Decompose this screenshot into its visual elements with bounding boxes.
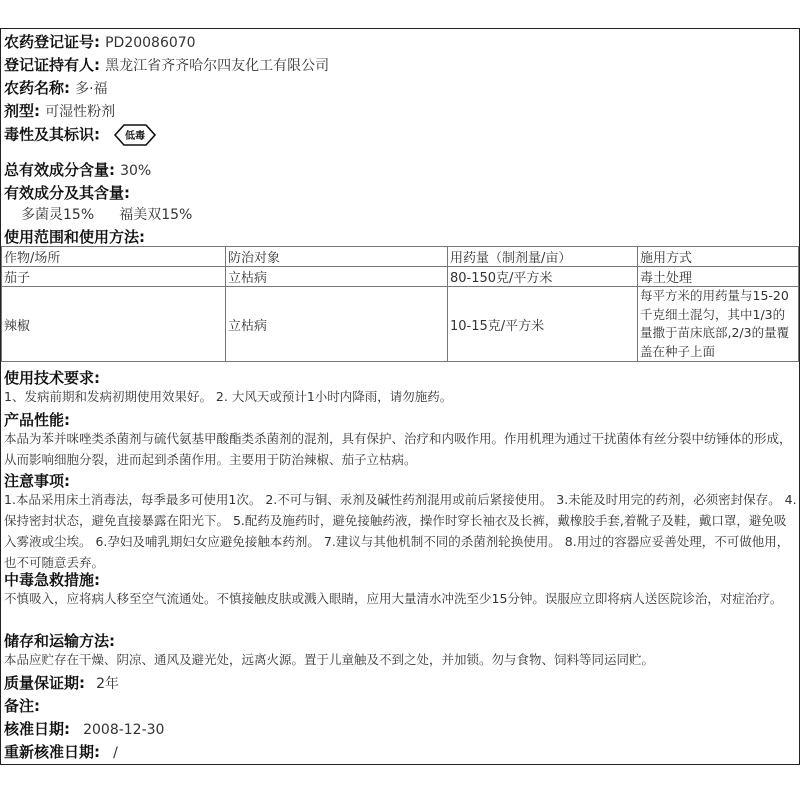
ingredient-item: 多菌灵15%: [21, 207, 95, 223]
registration-number-row: [4, 31, 796, 52]
header-target: 防治对象: [226, 247, 448, 267]
approval-date-value: 2008-12-30: [83, 722, 165, 738]
table-header-row: [2, 247, 799, 267]
target-cell: 立枯病: [226, 287, 448, 362]
pesticide-name-row: [4, 77, 796, 98]
holder-label: 登记证持有人:: [4, 56, 100, 74]
formulation-value: 可湿性粉剂: [45, 104, 116, 120]
tech-label: 使用技术要求:: [4, 369, 100, 387]
registration-number-value: PD20086070: [105, 35, 196, 51]
tech-heading-row: [4, 367, 796, 388]
dose-cell: 10-15克/平方米: [448, 287, 638, 362]
header-crop: 作物/场所: [2, 247, 226, 267]
notes-label: 注意事项:: [4, 472, 70, 490]
first-aid-heading-row: [4, 569, 796, 590]
notes-text: 1.本品采用床土消毒法，每季最多可使用1次。 2.不可与铜、汞剂及碱性药剂混用或前后紧接使用。 3.未能及时用完的药剂，必须密封保存。 4.保持密封状态，避免直接暴露在阳光下。 5.配药及施药时，避免接触药液，操作时穿长袖衣及长裤，戴橡胶手套,着靴子及鞋，戴口罩，避免吸入雾液或尘埃。 6.孕妇及哺乳期妇女应避免接触本药剂。 7.建议与其他机制不同的杀菌剂轮换使用。 8.用过的容器应妥善处理，不可做他用，也不可随意丢弃。: [4, 492, 797, 570]
approval-date-row: [4, 718, 796, 739]
approval-date-label: 核准日期:: [4, 720, 70, 738]
holder-value: 黑龙江省齐齐哈尔四友化工有限公司: [105, 58, 330, 74]
ingredient-item: 福美双15%: [119, 207, 193, 223]
warranty-label: 质量保证期:: [4, 674, 85, 692]
pesticide-registration-sheet: [0, 28, 800, 765]
ingredients-row: [4, 182, 796, 203]
storage-text: 本品应贮存在干燥、阴凉、通风及避光处，远离火源。置于儿童触及不到之处，并加锁。勿与食物、饲料等同运同贮。: [4, 652, 655, 667]
crop-cell: 茄子: [2, 267, 226, 287]
total-content-label: 总有效成分含量:: [4, 161, 115, 179]
toxicity-label: 毒性及其标识:: [4, 125, 100, 144]
first-aid-label: 中毒急救措施:: [4, 571, 100, 589]
performance-text: 本品为苯并咪唑类杀菌剂与硫代氨基甲酸酯类杀菌剂的混剂，具有保护、治疗和内吸作用。作用机理为通过干扰菌体有丝分裂中纺锤体的形成，从而影响细胞分裂，进而起到杀菌作用。主要用于防治辣椒、茄子立枯病。: [4, 431, 792, 467]
crop-cell: 辣椒: [2, 287, 226, 362]
performance-heading-row: [4, 409, 796, 430]
registration-number-label: 农药登记证号:: [4, 33, 100, 51]
formulation-row: [4, 100, 796, 121]
holder-row: [4, 54, 796, 75]
pesticide-name-value: 多·福: [75, 81, 108, 97]
warranty-value: 2年: [96, 676, 120, 692]
ingredients-list: [21, 204, 796, 224]
tech-text: 1、发病前期和发病初期使用效果好。 2. 大风天或预计1小时内降雨，请勿施药。: [4, 389, 453, 404]
usage-label: 使用范围和使用方法:: [4, 228, 145, 246]
method-cell: 每平方米的用药量与15-20千克细土混匀，其中1/3的量撒于苗床底部,2/3的量覆盖在种子上面: [638, 287, 799, 362]
low-toxicity-badge: [113, 123, 157, 147]
table-row: [2, 287, 799, 362]
dose-cell: 80-150克/平方米: [448, 267, 638, 287]
performance-label: 产品性能:: [4, 411, 70, 429]
usage-heading-row: [4, 226, 796, 247]
table-row: [2, 267, 799, 287]
reapproval-date-value: /: [113, 745, 118, 761]
method-cell: 毒土处理: [638, 267, 799, 287]
ingredients-label: 有效成分及其含量:: [4, 184, 130, 202]
storage-heading-row: [4, 630, 796, 651]
target-cell: 立枯病: [226, 267, 448, 287]
notes-heading-row: [4, 470, 796, 491]
reapproval-date-row: [4, 741, 796, 762]
total-content-row: [4, 159, 796, 180]
toxicity-row: [4, 123, 796, 157]
pesticide-name-label: 农药名称:: [4, 79, 70, 97]
first-aid-text: 不慎吸入，应将病人移至空气流通处。不慎接触皮肤或溅入眼睛，应用大量清水冲洗至少15分钟。误服应立即将病人送医院诊治，对症治疗。: [4, 591, 783, 606]
storage-label: 储存和运输方法:: [4, 632, 115, 650]
remarks-row: [4, 695, 796, 716]
total-content-value: 30%: [120, 163, 152, 179]
header-dose: 用药量（制剂量/亩）: [448, 247, 638, 267]
formulation-label: 剂型:: [4, 102, 40, 120]
remarks-label: 备注:: [4, 697, 40, 715]
warranty-row: [4, 672, 796, 693]
header-method: 施用方式: [638, 247, 799, 267]
low-toxicity-badge-text: 低毒: [125, 131, 146, 142]
reapproval-date-label: 重新核准日期:: [4, 743, 100, 761]
usage-table: [1, 246, 799, 362]
